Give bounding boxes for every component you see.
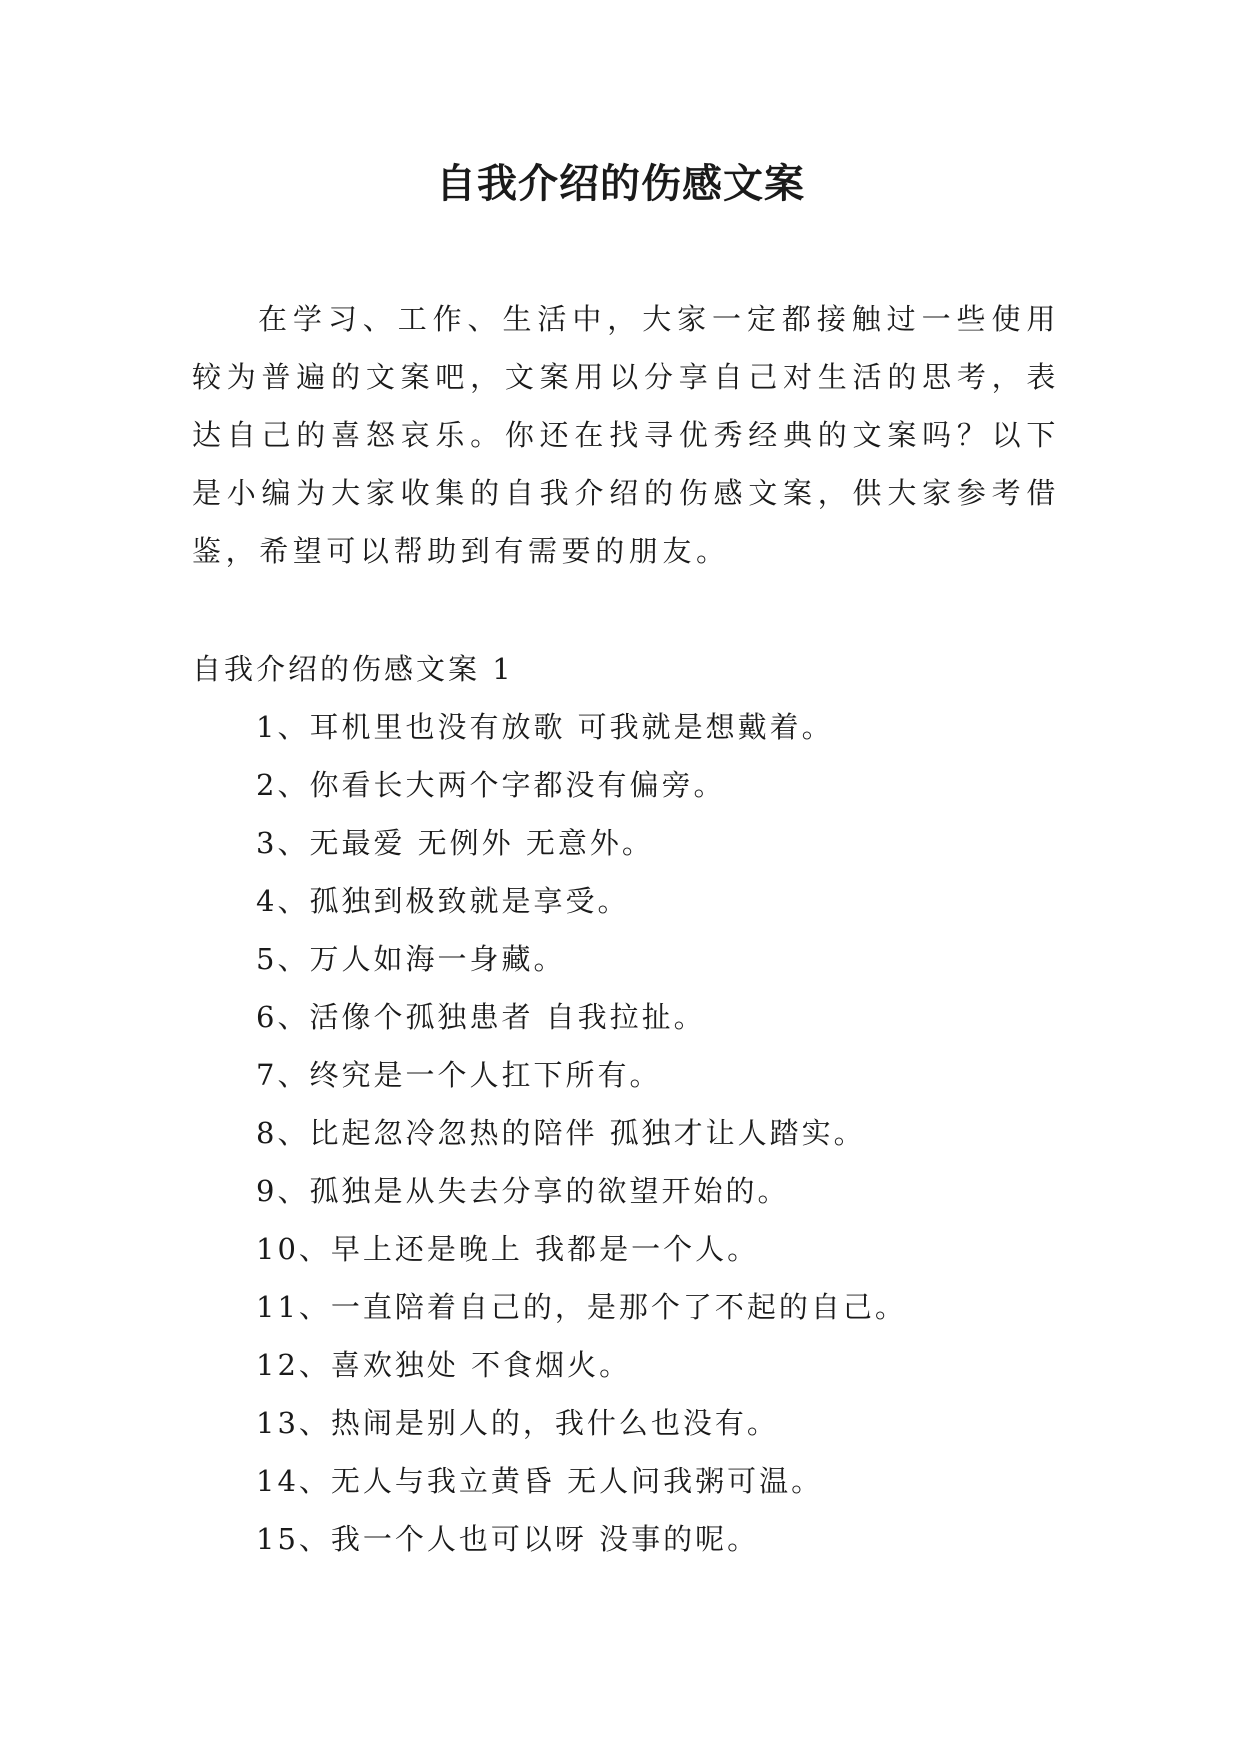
list-item: 2、你看长大两个字都没有偏旁。: [256, 768, 726, 802]
list-item: 4、孤独到极致就是享受。: [256, 884, 630, 918]
list-item: 12、喜欢独处 不食烟火。: [256, 1348, 632, 1382]
intro-paragraph: 在学习、工作、生活中，大家一定都接触过一些使用较为普遍的文案吧，文案用以分享自己对生活的思考，表达自己的喜怒哀乐。你还在找寻优秀经典的文案吗？以下是小编为大家收集的自我介绍的伤感文案，供大家参考借鉴，希望可以帮助到有需要的朋友。: [192, 302, 1060, 568]
list-item: 11、一直陪着自己的，是那个了不起的自己。: [256, 1290, 907, 1324]
list-item: 9、孤独是从失去分享的欲望开始的。: [256, 1174, 790, 1208]
list-item: 15、我一个人也可以呀 没事的呢。: [256, 1522, 760, 1556]
list-item: 8、比起忽冷忽热的陪伴 孤独才让人踏实。: [256, 1116, 866, 1150]
list-item: 13、热闹是别人的，我什么也没有。: [256, 1406, 779, 1440]
list-item: 6、活像个孤独患者 自我拉扯。: [256, 1000, 706, 1034]
list-item: 3、无最爱 无例外 无意外。: [256, 826, 654, 860]
list-item: 1、耳机里也没有放歌 可我就是想戴着。: [256, 710, 834, 744]
section-heading: 自我介绍的伤感文案 1: [192, 652, 514, 686]
list-item: 14、无人与我立黄昏 无人问我粥可温。: [256, 1464, 824, 1498]
list-item: 10、早上还是晚上 我都是一个人。: [256, 1232, 760, 1266]
document-title: 自我介绍的伤感文案: [436, 161, 805, 207]
list-item: 7、终究是一个人扛下所有。: [256, 1058, 662, 1092]
quote-list: [256, 698, 1076, 1568]
list-item: 5、万人如海一身藏。: [256, 942, 566, 976]
